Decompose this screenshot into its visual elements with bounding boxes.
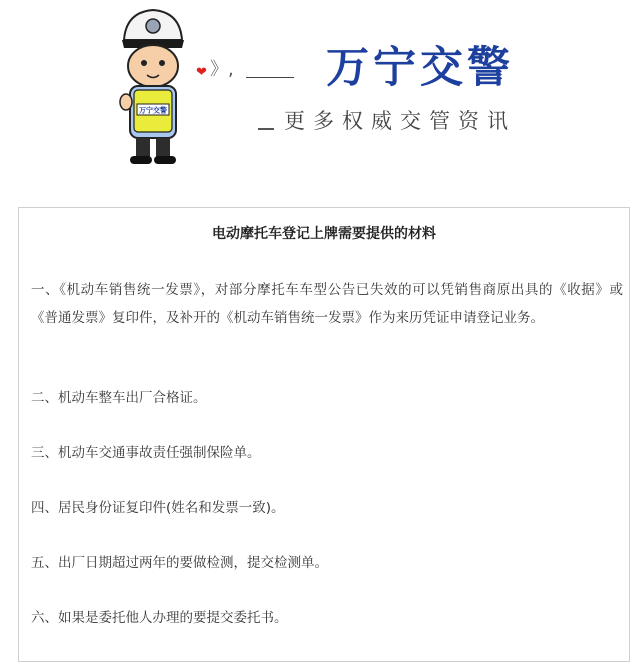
- list-item: 二、机动车整车出厂合格证。: [31, 390, 207, 406]
- list-item: 六、如果是委托他人办理的要提交委托书。: [31, 610, 288, 626]
- list-item: 四、居民身份证复印件(姓名和发票一致)。: [31, 500, 285, 516]
- document-title: 电动摩托车登记上牌需要提供的材料: [212, 226, 436, 242]
- list-item: 五、出厂日期超过两年的要做检测，提交检测单。: [31, 555, 328, 571]
- traffic-police-mascot-icon: [118, 6, 188, 170]
- brand-subtitle: 更多权威交管资讯: [284, 109, 516, 133]
- mascot-vest-label: 万宁交警: [139, 106, 167, 115]
- header-banner: [0, 0, 640, 180]
- decorative-mark: 》,: [210, 59, 234, 80]
- brand-title: 万宁交警: [326, 43, 514, 93]
- decorative-line: [246, 77, 294, 78]
- document-card: [18, 207, 630, 662]
- list-item: 一、《机动车销售统一发票》，对部分摩托车车型公告已失效的可以凭销售商原出具的《收据》或《普通发票》复印件，及补开的《机动车销售统一发票》作为来历凭证申请登记业务。: [31, 282, 623, 326]
- list-item: 三、机动车交通事故责任强制保险单。: [31, 445, 261, 461]
- heart-icon: ❤: [196, 65, 207, 80]
- subtitle-dash: [258, 128, 274, 130]
